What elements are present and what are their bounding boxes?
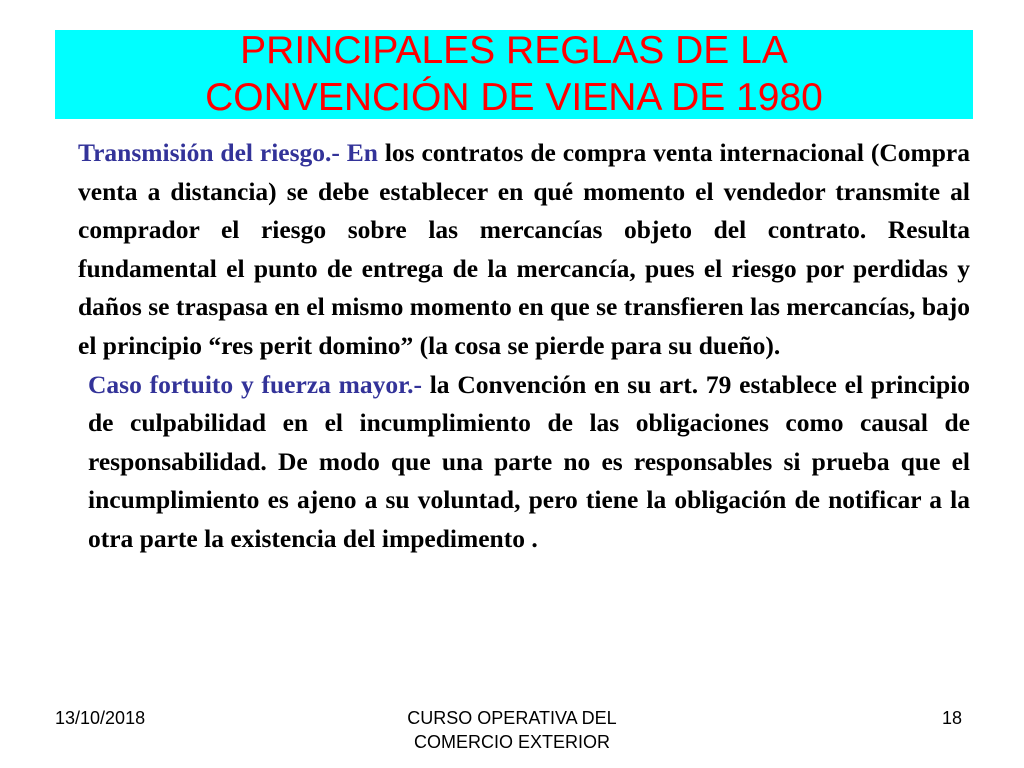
paragraph-heading: Caso fortuito y fuerza mayor.-: [88, 369, 422, 399]
footer-date: 13/10/2018: [55, 708, 146, 728]
paragraph-heading: Transmisión del riesgo.- En: [78, 138, 378, 167]
paragraph-risk-transfer: [78, 134, 970, 366]
footer-page-number: 18: [941, 708, 962, 728]
slide-body: [78, 134, 971, 559]
slide-title: [55, 27, 973, 121]
slide-title-line-1: PRINCIPALES REGLAS DE LA: [240, 29, 788, 72]
footer-course-line-2: COMERCIO EXTERIOR: [413, 732, 610, 752]
paragraph-force-majeure: [88, 366, 970, 559]
paragraph-text: la Convención en su art. 79 establece el principio de culpabilidad en el incumplimiento de las obligaciones como causal de responsabilidad. De modo que una parte no es responsables si prueba que el incumplimiento es ajeno a su voluntad, pero tiene la obligación de notificar a la otra parte la existencia del impedimento .: [88, 369, 970, 553]
paragraph-text: los contratos de compra venta internacional (Compra venta a distancia) se debe establecer en qué momento el vendedor transmite al comprador el riesgo sobre las mercancías objeto del contrato. Resulta fundamental el punto de entrega de la mercancía, pues el riesgo por perdidas y daños se traspasa en el mismo momento en que se transfieren las mercancías, bajo el principio “res perit domino” (la cosa se pierde para su dueño).: [78, 138, 971, 360]
footer-course-line-1: CURSO OPERATIVA DEL: [407, 708, 617, 728]
footer-course-name: [352, 706, 672, 754]
slide-title-line-2: CONVENCIÓN DE VIENA DE 1980: [205, 76, 823, 119]
